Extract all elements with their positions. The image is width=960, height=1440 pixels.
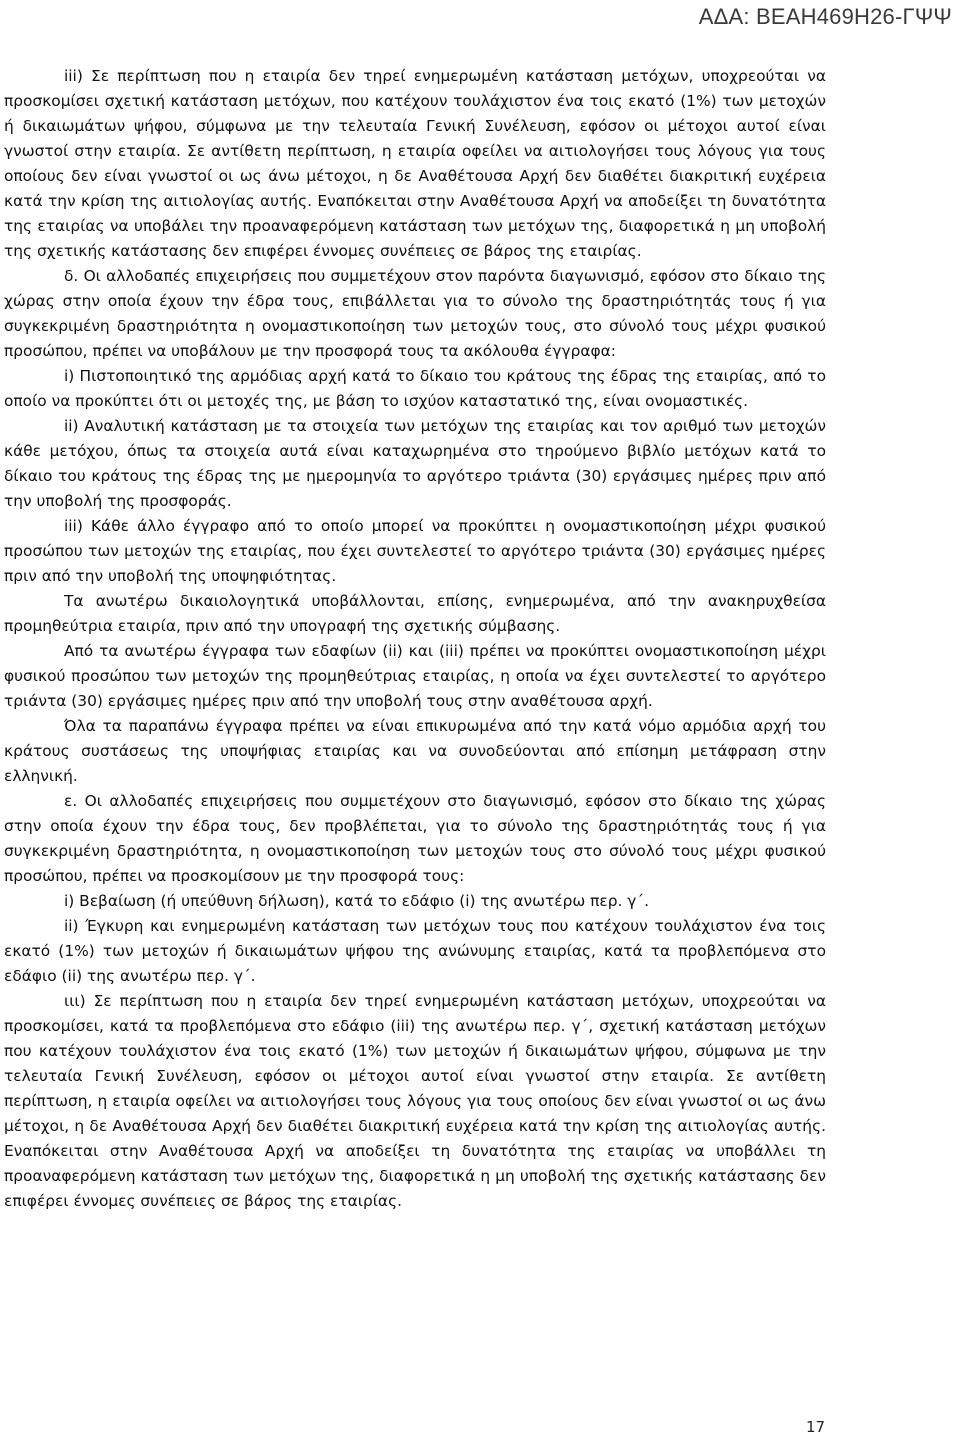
paragraph-iii-shareholder-list: iii) Σε περίπτωση που η εταιρία δεν τηρεί ενημερωμένη κατάσταση μετόχων, υποχρεούται να προσκομίσει σχετική κατάσταση μετόχων, που κατέχουν τουλάχιστον ένα τοις εκατό (1%) των μετοχών ή δικαιωμάτων ψήφου, σύμφωνα με την τελευταία Γενική Συνέλευση, εφόσον οι μέτοχοι αυτοί είναι γνωστοί στην εταιρία. Σε αντίθετη περίπτωση, η εταιρία οφείλει να αιτιολογήσει τους λόγους για τους οποίους δεν είναι γνωστοί οι ως άνω μέτοχοι, η δε Αναθέτουσα Αρχή δεν διαθέτει διακριτική ευχέρεια κατά την κρίση της αιτιολογίας αυτής. Εναπόκειται στην Αναθέτουσα Αρχή να αποδείξει τη δυνατότητα της εταιρίας να υποβάλει την προαναφερόμενη κατάσταση των μετόχων της, διαφορετικά η μη υποβολή της σχετικής κατάστασης δεν επιφέρει έννομες συνέπειες σε βάρος της εταιρίας. xyxy=(4,67,826,260)
paragraph-delta-foreign-companies: δ. Οι αλλοδαπές επιχειρήσεις που συμμετέχουν στον παρόντα διαγωνισμό, εφόσον στο δίκαιο της χώρας στην οποία έχουν την έδρα τους, επιβάλλεται για το σύνολο της δραστηριότητάς τους ή για συγκεκριμένη δραστηριότητα η ονομαστικοποίηση των μετοχών τους, στο σύνολό τους μέχρι φυσικού προσώπου, πρέπει να υποβάλουν με την προσφορά τους τα ακόλουθα έγγραφα: xyxy=(4,267,826,360)
paragraph-i-certificate: i) Πιστοποιητικό της αρμόδιας αρχή κατά το δίκαιο του κράτους της έδρας της εταιρίας, από το οποίο να προκύπτει ότι οι μετοχές της, με βάση το ισχύον καταστατικό της, είναι ονομαστικές. xyxy=(4,367,826,410)
page-number: 17 xyxy=(806,1418,826,1436)
document-body xyxy=(4,64,826,1214)
paragraph-iii-other-document: iii) Κάθε άλλο έγγραφο από το οποίο μπορεί να προκύπτει η ονομαστικοποίηση μέχρι φυσικού προσώπου των μετοχών της εταιρίας, που έχει συντελεστεί το αργότερο τριάντα (30) εργάσιμες ημέρες πριν από την υποβολή της υποψηφιότητας. xyxy=(4,517,826,585)
paragraph-documents-ii-iii: Από τα ανωτέρω έγγραφα των εδαφίων (ii) και (iii) πρέπει να προκύπτει ονομαστικοποίηση μέχρι φυσικού προσώπου των μετοχών της προμηθεύτριας εταιρίας, η οποία να έχει συντελεστεί το αργότερο τριάντα (30) εργάσιμες ημέρες πριν από την υποβολή τους στην αναθέτουσα αρχή. xyxy=(4,642,826,710)
paragraph-ii-valid-list: ii) Έγκυρη και ενημερωμένη κατάσταση των μετόχων τους που κατέχουν τουλάχιστον ένα τοις εκατό (1%) των μετοχών ή δικαιωμάτων ψήφου της ανώνυμης εταιρίας, κατά τα προβλεπόμενα στο εδάφιο (ii) της ανωτέρω περ. γ΄. xyxy=(4,917,826,985)
ada-header: ΑΔΑ: ΒΕΑΗ469Η26-ΓΨΨ xyxy=(698,4,952,29)
paragraph-iii-no-updated-list: ιιι) Σε περίπτωση που η εταιρία δεν τηρεί ενημερωμένη κατάσταση μετόχων, υποχρεούται να προσκομίσει, κατά τα προβλεπόμενα στο εδάφιο (iii) της ανωτέρω περ. γ΄, σχετική κατάσταση μετόχων που κατέχουν τουλάχιστον ένα τοις εκατό (1%) των μετοχών ή δικαιωμάτων ψήφου, σύμφωνα με την τελευταία Γενική Συνέλευση, εφόσον οι μέτοχοι αυτοί είναι γνωστοί στην εταιρία. Σε αντίθετη περίπτωση, η εταιρία οφείλει να αιτιολογήσει τους λόγους για τους οποίους δεν είναι γνωστοί οι ως άνω μέτοχοι, η δε Αναθέτουσα Αρχή δεν διαθέτει διακριτική ευχέρεια κατά την κρίση της αιτιολογίας αυτής. Εναπόκειται στην Αναθέτουσα Αρχή να αποδείξει τη δυνατότητα της εταιρίας να υποβάλλει τη προαναφερόμενη κατάσταση των μετόχων της, διαφορετικά η μη υποβολή της σχετικής κατάστασης δεν επιφέρει έννομες συνέπειες σε βάρος της εταιρίας. xyxy=(4,992,826,1210)
paragraph-certified-documents: Όλα τα παραπάνω έγγραφα πρέπει να είναι επικυρωμένα από την κατά νόμο αρμόδια αρχή του κράτους συστάσεως της υποψήφιας εταιρίας και να συνοδεύονται από επίσημη μετάφραση στην ελληνική. xyxy=(4,717,826,785)
paragraph-epsilon-foreign-companies: ε. Οι αλλοδαπές επιχειρήσεις που συμμετέχουν στο διαγωνισμό, εφόσον στο δίκαιο της χώρας στην οποία έχουν την έδρα τους, δεν προβλέπεται, για το σύνολο της δραστηριότητάς τους ή για συγκεκριμένη δραστηριότητα, η ονομαστικοποίηση των μετοχών τους στο σύνολό τους μέχρι φυσικού προσώπου, πρέπει να προσκομίσουν με την προσφορά τους: xyxy=(4,792,826,885)
paragraph-ii-analytical-list: ii) Αναλυτική κατάσταση με τα στοιχεία των μετόχων της εταιρίας και τον αριθμό των μετοχών κάθε μετόχου, όπως τα στοιχεία αυτά είναι καταχωρημένα στο τηρούμενο βιβλίο μετόχων κατά το δίκαιο του κράτους της έδρας της με ημερομηνία το αργότερο τριάντα (30) εργάσιμες ημέρες πριν από την υποβολή της προσφοράς. xyxy=(4,417,826,510)
paragraph-i-declaration: i) Βεβαίωση (ή υπεύθυνη δήλωση), κατά το εδάφιο (i) της ανωτέρω περ. γ΄. xyxy=(64,892,649,910)
paragraph-updated-documents: Τα ανωτέρω δικαιολογητικά υποβάλλονται, επίσης, ενημερωμένα, από την ανακηρυχθείσα προμηθεύτρια εταιρία, πριν από την υπογραφή της σχετικής σύμβασης. xyxy=(4,592,826,635)
